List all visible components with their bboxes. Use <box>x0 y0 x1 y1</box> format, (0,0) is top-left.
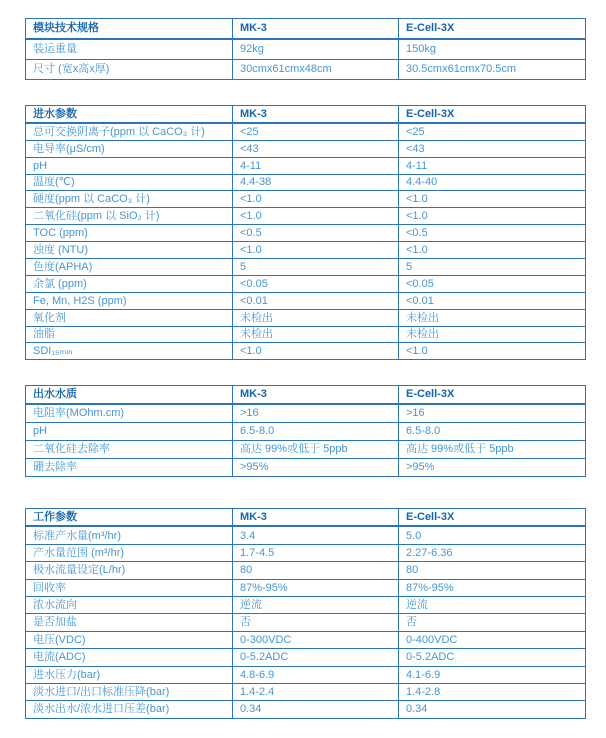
table-title: 工作参数 <box>26 509 233 527</box>
value-cell: <1.0 <box>233 191 399 208</box>
column-header: MK-3 <box>233 19 399 40</box>
table-row <box>26 123 586 140</box>
value-cell: 1.4-2.4 <box>233 683 399 700</box>
parameter-label: TOC (ppm) <box>26 225 233 242</box>
value-cell: <0.5 <box>233 225 399 242</box>
table-row <box>26 157 586 174</box>
value-cell: <25 <box>233 123 399 140</box>
table-row <box>26 191 586 208</box>
table-row <box>26 526 586 544</box>
parameter-label: 电导率(μS/cm) <box>26 140 233 157</box>
value-cell: <1.0 <box>233 208 399 225</box>
value-cell: <0.5 <box>399 225 586 242</box>
value-cell: >16 <box>399 404 586 423</box>
table-row <box>26 140 586 157</box>
parameter-label: 余氯 (ppm) <box>26 275 233 292</box>
column-header: E-Cell-3X <box>399 106 586 123</box>
value-cell: 30cmx61cmx48cm <box>233 60 399 80</box>
value-cell: <0.01 <box>399 292 586 309</box>
parameter-label: 装运重量 <box>26 39 233 60</box>
value-cell: 0-5.2ADC <box>399 649 586 666</box>
table-row <box>26 39 586 60</box>
value-cell: 未检出 <box>233 309 399 326</box>
value-cell: 否 <box>399 614 586 631</box>
parameter-label: 油脂 <box>26 326 233 343</box>
value-cell: <0.01 <box>233 292 399 309</box>
parameter-label: pH <box>26 157 233 174</box>
value-cell: 5.0 <box>399 526 586 544</box>
table-row <box>26 60 586 80</box>
parameter-label: 色度(APHA) <box>26 259 233 276</box>
table-row <box>26 423 586 441</box>
table-row <box>26 579 586 596</box>
value-cell: 3.4 <box>233 526 399 544</box>
table-row <box>26 649 586 666</box>
table-row <box>26 441 586 459</box>
table-title: 出水水质 <box>26 386 233 405</box>
operating-parameters-table <box>25 508 586 719</box>
parameter-label: 极水流量设定(L/hr) <box>26 562 233 579</box>
value-cell: 5 <box>233 259 399 276</box>
header-row <box>26 509 586 527</box>
value-cell: 87%-95% <box>399 579 586 596</box>
value-cell: <1.0 <box>233 242 399 259</box>
value-cell: 未检出 <box>399 326 586 343</box>
module-technical-specs-table <box>25 18 586 80</box>
parameter-label: 标准产水量(m³/hr) <box>26 526 233 544</box>
value-cell: <0.05 <box>233 275 399 292</box>
value-cell: 0.34 <box>233 701 399 718</box>
value-cell: 4-11 <box>399 157 586 174</box>
parameter-label: Fe, Mn, H2S (ppm) <box>26 292 233 309</box>
parameter-label: 氧化剂 <box>26 309 233 326</box>
value-cell: >16 <box>233 404 399 423</box>
value-cell: <1.0 <box>233 343 399 360</box>
table-row <box>26 174 586 191</box>
value-cell: <1.0 <box>399 343 586 360</box>
table-row <box>26 614 586 631</box>
table-row <box>26 309 586 326</box>
value-cell: 1.7-4.5 <box>233 544 399 561</box>
parameter-label: 进水压力(bar) <box>26 666 233 683</box>
value-cell: >95% <box>233 459 399 477</box>
parameter-label: 二氧化硅去除率 <box>26 441 233 459</box>
value-cell: 4-11 <box>233 157 399 174</box>
column-header: MK-3 <box>233 386 399 405</box>
parameter-label: 尺寸 (宽x高x厚) <box>26 60 233 80</box>
value-cell: 4.4-40 <box>399 174 586 191</box>
parameter-label: 是否加盐 <box>26 614 233 631</box>
header-row <box>26 19 586 40</box>
value-cell: 6.5-8.0 <box>399 423 586 441</box>
parameter-label: 淡水出水/浓水进口压差(bar) <box>26 701 233 718</box>
table-row <box>26 666 586 683</box>
value-cell: 87%-95% <box>233 579 399 596</box>
table-row <box>26 208 586 225</box>
value-cell: 未检出 <box>399 309 586 326</box>
table-row <box>26 701 586 718</box>
table-title: 模块技术规格 <box>26 19 233 40</box>
value-cell: 逆流 <box>399 596 586 613</box>
column-header: MK-3 <box>233 106 399 123</box>
parameter-label: 总可交换阴离子(ppm 以 CaCO₃ 计) <box>26 123 233 140</box>
parameter-label: 硬度(ppm 以 CaCO₃ 计) <box>26 191 233 208</box>
table-row <box>26 631 586 648</box>
parameter-label: 浓水流向 <box>26 596 233 613</box>
parameter-label: pH <box>26 423 233 441</box>
value-cell: 150kg <box>399 39 586 60</box>
value-cell: 92kg <box>233 39 399 60</box>
parameter-label: 产水量范围 (m³/hr) <box>26 544 233 561</box>
value-cell: <43 <box>399 140 586 157</box>
value-cell: 0-5.2ADC <box>233 649 399 666</box>
column-header: E-Cell-3X <box>399 19 586 40</box>
value-cell: 0-300VDC <box>233 631 399 648</box>
parameter-label: 电压(VDC) <box>26 631 233 648</box>
value-cell: 否 <box>233 614 399 631</box>
value-cell: 4.4-38 <box>233 174 399 191</box>
value-cell: 4.1-6.9 <box>399 666 586 683</box>
column-header: E-Cell-3X <box>399 386 586 405</box>
table-title: 进水参数 <box>26 106 233 123</box>
product-water-quality-table <box>25 385 586 477</box>
table-row <box>26 343 586 360</box>
table-row <box>26 275 586 292</box>
value-cell: 高达 99%或低于 5ppb <box>233 441 399 459</box>
table-row <box>26 292 586 309</box>
parameter-label: 温度(℃) <box>26 174 233 191</box>
value-cell: 1.4-2.8 <box>399 683 586 700</box>
parameter-label: 硼去除率 <box>26 459 233 477</box>
table-row <box>26 683 586 700</box>
header-row <box>26 386 586 405</box>
value-cell: 4.8-6.9 <box>233 666 399 683</box>
parameter-label: 浊度 (NTU) <box>26 242 233 259</box>
value-cell: <1.0 <box>399 191 586 208</box>
value-cell: <0.05 <box>399 275 586 292</box>
value-cell: 高达 99%或低于 5ppb <box>399 441 586 459</box>
value-cell: <1.0 <box>399 208 586 225</box>
value-cell: 6.5-8.0 <box>233 423 399 441</box>
parameter-label: 淡水进口/出口标准压降(bar) <box>26 683 233 700</box>
table-row <box>26 225 586 242</box>
table-row <box>26 562 586 579</box>
value-cell: 5 <box>399 259 586 276</box>
table-row <box>26 404 586 423</box>
parameter-label: SDI₁₅ₘᵢₙ <box>26 343 233 360</box>
table-row <box>26 544 586 561</box>
value-cell: 0.34 <box>399 701 586 718</box>
value-cell: 2.27-6.36 <box>399 544 586 561</box>
value-cell: 80 <box>399 562 586 579</box>
value-cell: 80 <box>233 562 399 579</box>
table-row <box>26 596 586 613</box>
value-cell: <25 <box>399 123 586 140</box>
value-cell: 30.5cmx61cmx70.5cm <box>399 60 586 80</box>
parameter-label: 电阻率(MOhm.cm) <box>26 404 233 423</box>
value-cell: 0-400VDC <box>399 631 586 648</box>
value-cell: <1.0 <box>399 242 586 259</box>
feed-water-parameters-table <box>25 105 586 360</box>
value-cell: 未检出 <box>233 326 399 343</box>
table-row <box>26 259 586 276</box>
table-row <box>26 459 586 477</box>
value-cell: >95% <box>399 459 586 477</box>
parameter-label: 电流(ADC) <box>26 649 233 666</box>
header-row <box>26 106 586 123</box>
parameter-label: 回收率 <box>26 579 233 596</box>
column-header: E-Cell-3X <box>399 509 586 527</box>
parameter-label: 二氧化硅(ppm 以 SiO₂ 计) <box>26 208 233 225</box>
table-row <box>26 326 586 343</box>
column-header: MK-3 <box>233 509 399 527</box>
table-row <box>26 242 586 259</box>
value-cell: <43 <box>233 140 399 157</box>
value-cell: 逆流 <box>233 596 399 613</box>
